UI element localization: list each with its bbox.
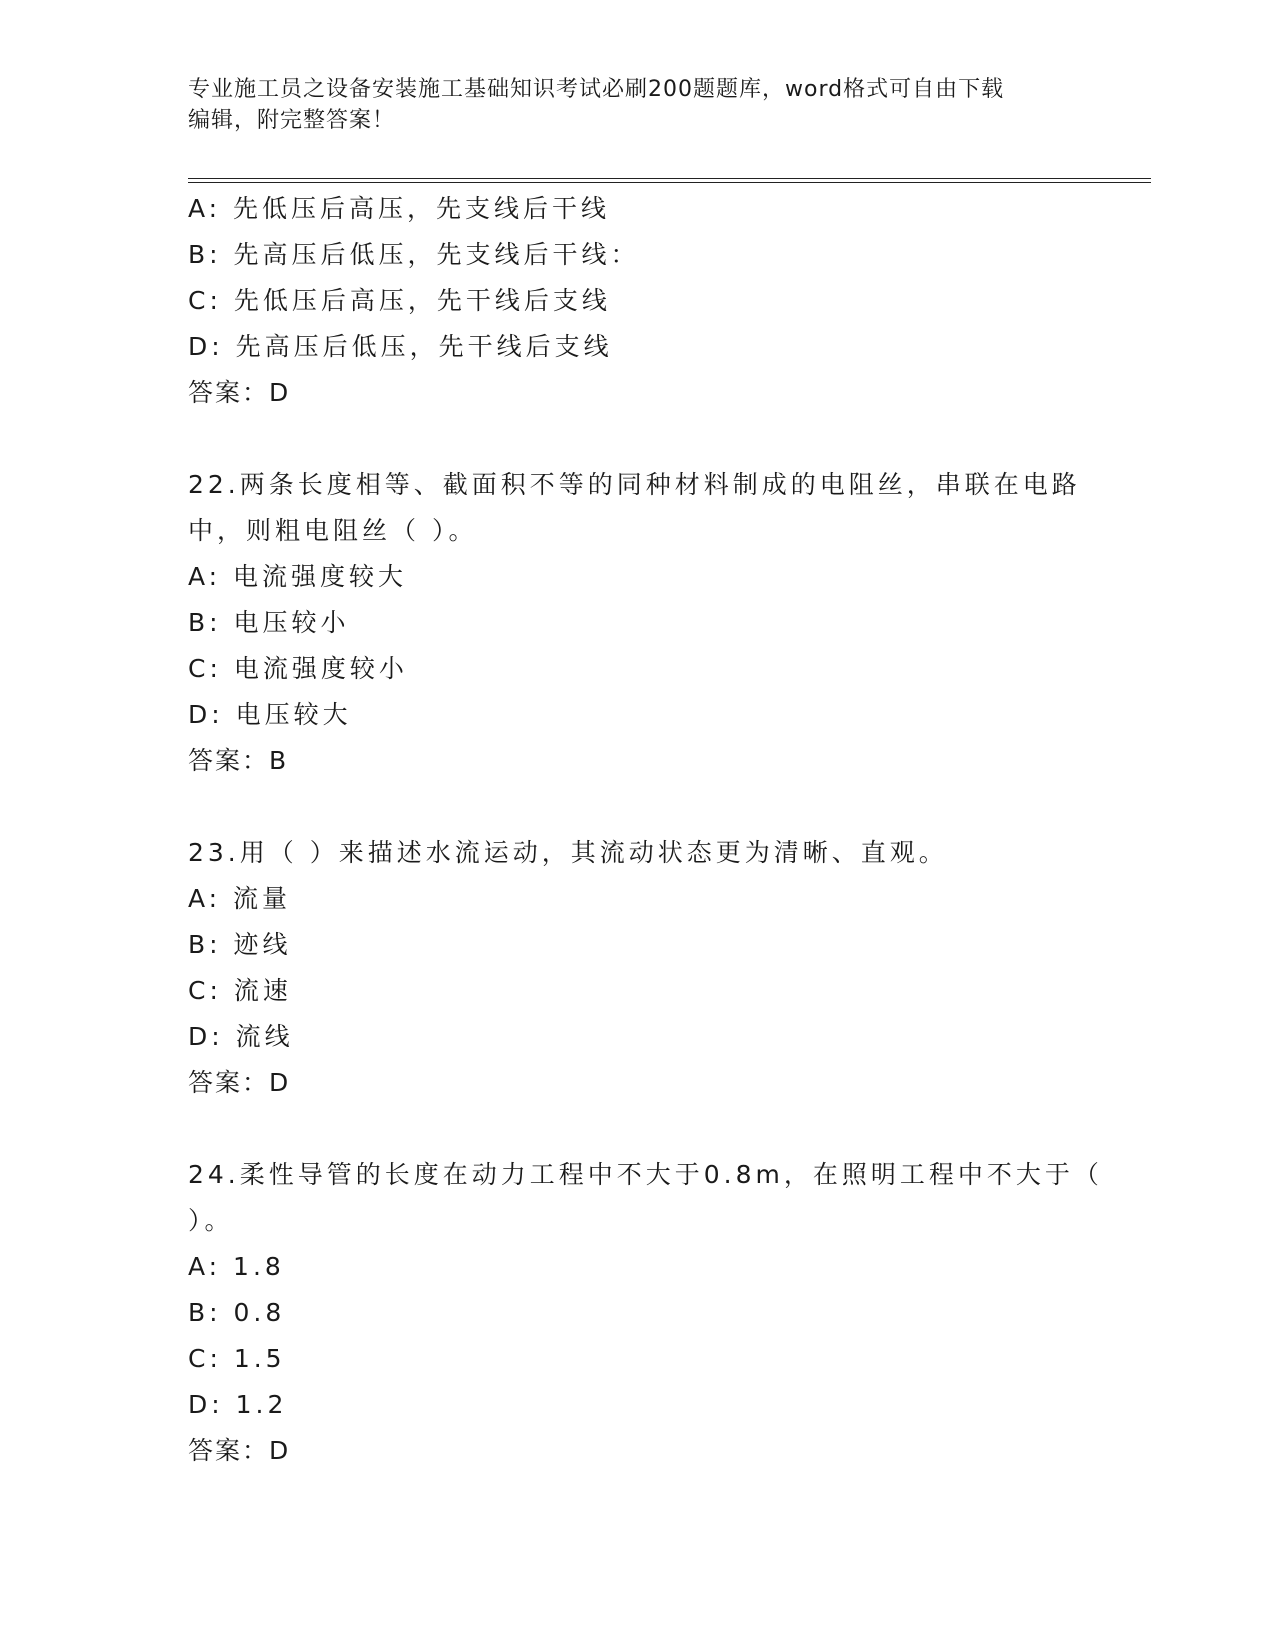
option-a: A: 1.8 (188, 1252, 285, 1281)
header-divider-top (188, 178, 1151, 179)
header-divider-bottom (188, 182, 1151, 183)
question-text-line-1: 22.两条长度相等、截面积不等的同种材料制成的电阻丝，串联在电路 (188, 470, 1081, 499)
spacer (188, 784, 1088, 830)
option-b: B: 电压较小 (188, 608, 350, 637)
option-b: B: 0.8 (188, 1298, 286, 1327)
option-b: B: 迹线 (188, 930, 292, 959)
option-d: D: 先高压后低压，先干线后支线 (188, 332, 613, 361)
question-21 (188, 186, 1088, 416)
header-line-1: 专业施工员之设备安装施工基础知识考试必刷200题题库，word格式可自由下载 (188, 77, 1005, 102)
question-text-line-2: ）。 (188, 1206, 234, 1235)
option-b: B: 先高压后低压，先支线后干线： (188, 240, 640, 269)
option-d: D: 1.2 (188, 1390, 288, 1419)
question-24 (188, 1152, 1103, 1474)
answer: 答案：D (188, 1068, 291, 1097)
question-23 (188, 830, 1088, 1106)
answer: 答案：D (188, 378, 291, 407)
option-c: C: 电流强度较小 (188, 654, 408, 683)
option-a: A: 先低压后高压，先支线后干线 (188, 194, 611, 223)
option-c: C: 先低压后高压，先干线后支线 (188, 286, 611, 315)
question-22 (188, 462, 1088, 784)
option-a: A: 电流强度较大 (188, 562, 408, 591)
question-list (188, 186, 1103, 1474)
option-c: C: 1.5 (188, 1344, 286, 1373)
option-a: A: 流量 (188, 884, 292, 913)
question-text-line-1: 24.柔性导管的长度在动力工程中不大于0.8m，在照明工程中不大于（ (188, 1160, 1103, 1189)
answer: 答案：B (188, 746, 289, 775)
option-d: D: 电压较大 (188, 700, 352, 729)
question-text-line-1: 23.用（ ）来描述水流运动，其流动状态更为清晰、直观。 (188, 838, 948, 867)
spacer (188, 416, 1088, 462)
answer: 答案：D (188, 1436, 291, 1465)
option-d: D: 流线 (188, 1022, 294, 1051)
header-line-2: 编辑，附完整答案！ (188, 108, 396, 133)
spacer (188, 1106, 1088, 1152)
document-header (188, 74, 1068, 136)
question-text-line-2: 中，则粗电阻丝（ ）。 (188, 516, 478, 545)
option-c: C: 流速 (188, 976, 292, 1005)
